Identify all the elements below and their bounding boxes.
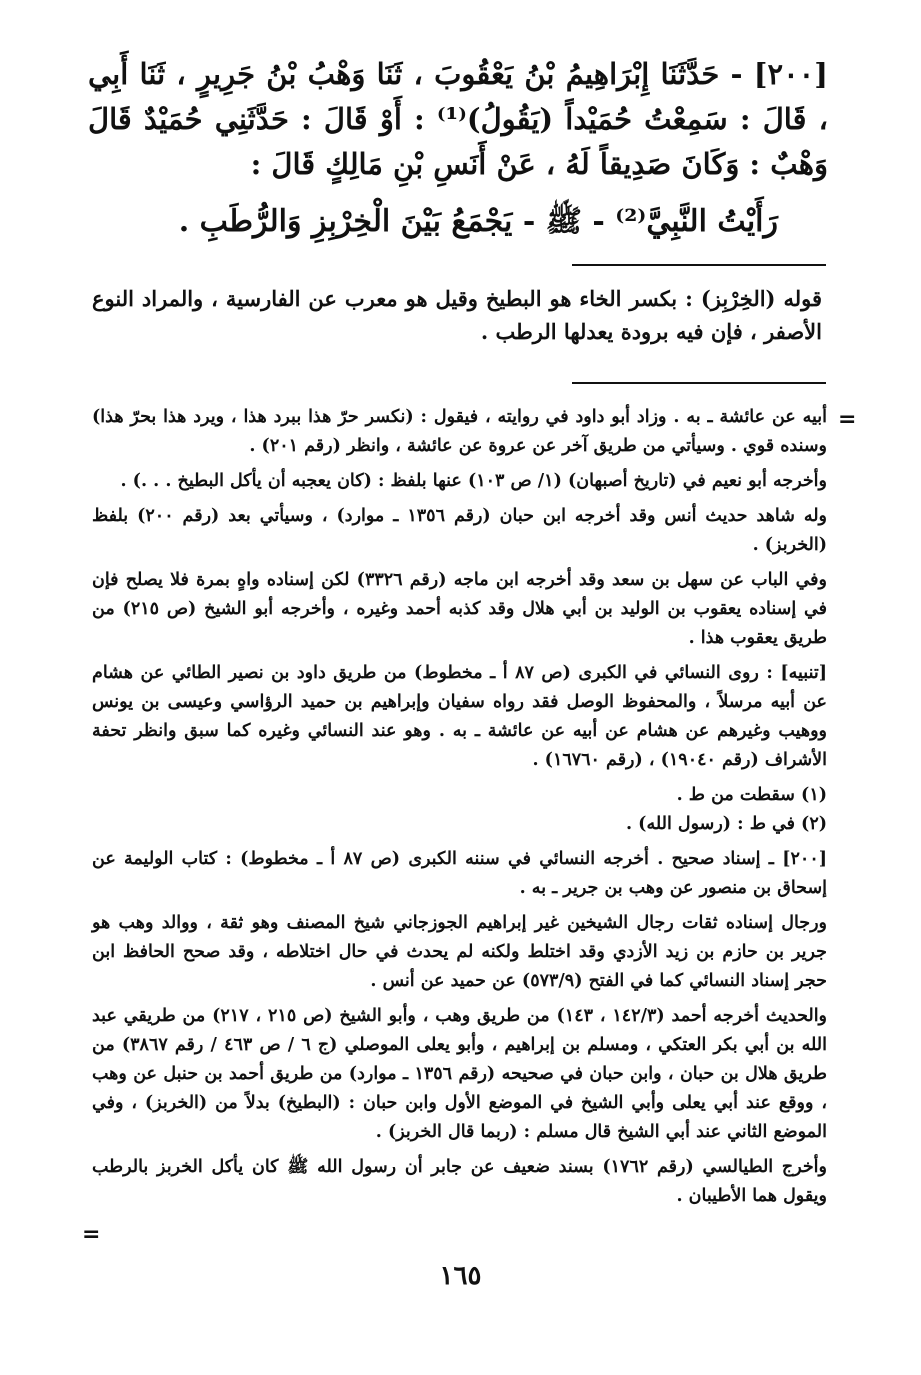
footnote-paragraph: (٢) في ط : (رسول الله) . (625, 814, 827, 834)
hadith-text (88, 52, 828, 245)
footnote-paragraph: وأخرجه أبو نعيم في (تاريخ أصبهان) (١/ ص ١٠٣) عنها بلفظ : (كان يعجبه أن يأكل البطيخ . . .) . (120, 471, 827, 491)
separator-rule (572, 264, 826, 266)
footnote-paragraph: وفي الباب عن سهل بن سعد وقد أخرجه ابن ماجه (رقم ٣٣٢٦) لكن إسناده واهٍ بمرة فلا يصلح فإن في إسناده يعقوب بن الوليد بن أبي هلال وقد كذبه أحمد وغيره ، وأخرجه أبو الشيخ (ص ٢١٥) من طريق يعقوب هذا . (92, 570, 827, 648)
end-marker: = (82, 1222, 101, 1247)
footnotes (92, 403, 827, 1217)
footnote-paragraph: ورجال إسناده ثقات رجال الشيخين غير إبراهيم الجوزجاني شيخ المصنف وهو ثقة ، ووالد وهب هو جرير بن حازم بن زيد الأزدي وقد اختلط ولكنه لم يحدث في حال اختلاطه ، وقد صحح الحافظ ابن حجر إسناد النسائي كما في الفتح (٥٧٣/٩) عن حميد عن أنس . (92, 913, 827, 991)
footnote-paragraph: (١) سقطت من ط . (676, 785, 827, 805)
hadith-isnad: [٢٠٠] - حَدَّثَنَا إِبْرَاهِيمُ بْنُ يَعْقُوبَ ، ثَنَا وَهْبُ بْنُ جَرِيرٍ ، ثَنَا أَبِي ، قَالَ : سَمِعْتُ حُمَيْداً (يَقُولُ)⁽¹⁾ : أَوْ قَالَ : حَدَّثَنِي حُمَيْدٌ قَالَ وَهْبٌ : وَكَانَ صَدِيقاً لَهُ ، عَنْ أَنَسِ بْنِ مَالِكٍ قَالَ : (88, 57, 828, 181)
continuation-marker: = (838, 407, 857, 432)
explanation-text: قوله (الخِرْبِز) : بكسر الخاء هو البطيخ وقيل هو معرب عن الفارسية ، والمراد النوع الأصفر ، فإن فيه برودة يعدلها الرطب . (92, 286, 822, 344)
explanation-note (92, 282, 822, 348)
footnote-paragraph: والحديث أخرجه أحمد (١٤٢/٣ ، ١٤٣) من طريق وهب ، وأبو الشيخ (ص ٢١٥ ، ٢١٧) من طريقي عبد الله بن أبي بكر العتكي ، ومسلم بن إبراهيم ، وأبو يعلى الموصلي (ج ٦ / ص ٤٦٣ / رقم ٣٨٦٧) من طريق هلال بن حبان ، وابن حبان في صحيحه (رقم ١٣٥٦ ـ موارد) من طريق أحمد بن حنبل عن وهب ، ووقع عند أبي يعلى وأبي الشيخ في الموضع الأول وابن حبان : (البطيخ) بدلاً من (الخربز) ، وفي الموضع الثاني عند أبي الشيخ قال مسلم : (ربما قال الخربز) . (92, 1006, 828, 1142)
page-number: ١٦٥ (439, 1261, 482, 1291)
footnote-separator-rule (572, 382, 826, 384)
footnote-paragraph: [٢٠٠] ـ إسناد صحيح . أخرجه النسائي في سننه الكبرى (ص ٨٧ أ ـ مخطوط) : كتاب الوليمة عن إسحاق بن منصور عن وهب بن جرير ـ به . (92, 849, 827, 898)
hadith-matn: رَأَيْتُ النَّبِيَّ⁽²⁾ - ﷺ - يَجْمَعُ بَيْنَ الْخِرْبِزِ وَالرُّطَبِ . (178, 204, 778, 239)
footnote-paragraph: أبيه عن عائشة ـ به . وزاد أبو داود في روايته ، فيقول : (نكسر حرّ هذا ببرد هذا ، ويرد هذا بحرّ هذا) وسنده قوي . وسيأتي من طريق آخر عن عروة عن عائشة ، وانظر (رقم ٢٠١) . (92, 407, 827, 456)
footnote-paragraph: وأخرج الطيالسي (رقم ١٧٦٢) بسند ضعيف عن جابر أن رسول الله ﷺ كان يأكل الخربز بالرطب ويقول هما الأطيبان . (92, 1157, 827, 1206)
footnote-paragraph: [تنبيه] : روى النسائي في الكبرى (ص ٨٧ أ ـ مخطوط) من طريق داود بن نصير الطائي عن هشام عن أبيه مرسلاً ، والمحفوظ الوصل فقد رواه سفيان وإبراهيم بن حميد الرؤاسي وعيسى بن يونس ووهيب وغيرهم عن هشام عن أبيه عن عائشة ـ به . وهو عند النسائي وغيره كما سبق وانظر تحفة الأشراف (رقم ١٩٠٤٠) ، (رقم ١٦٧٦٠) . (92, 663, 827, 770)
footnote-paragraph: وله شاهد حديث أنس وقد أخرجه ابن حبان (رقم ١٣٥٦ ـ موارد) ، وسيأتي بعد (رقم ٢٠٠) بلفظ (الخربز) . (92, 506, 827, 555)
